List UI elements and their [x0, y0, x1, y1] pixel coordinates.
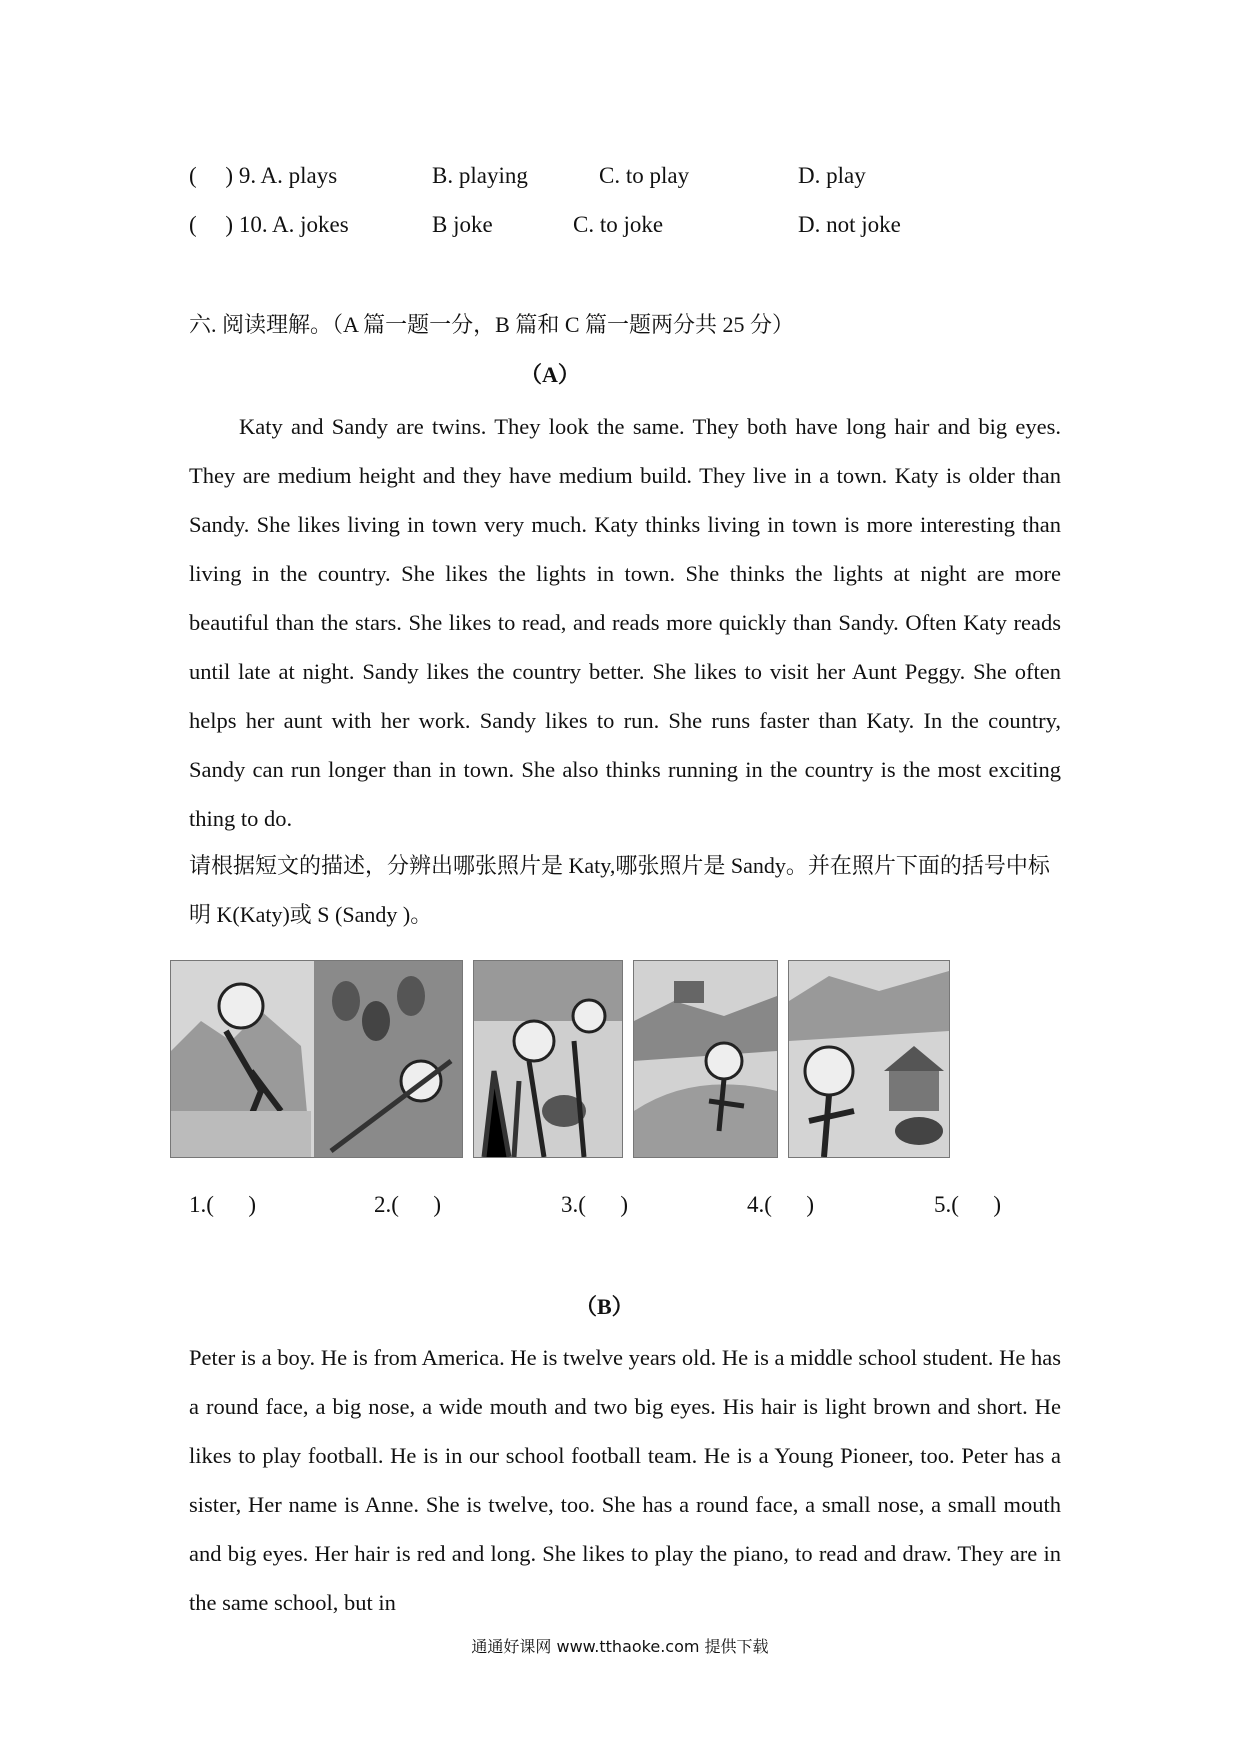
q10-option-c: C. to joke: [573, 212, 664, 237]
answer-blank-5[interactable]: 5.( ): [934, 1192, 1002, 1217]
q9-option-d: D. play: [798, 163, 866, 188]
passage-b-text: Peter is a boy. He is from America. He is twelve years old. He is a middle school student. He has a round face, a big nose, a wide mouth and two big eyes. His hair is light brown and short. He likes to play football. He is in our school football team. He is a Young Pioneer, too. Peter has a sister, Her name is Anne. She is twelve, too. She has a round face, a small nose, a small mouth and big eyes. Her hair is red and long. She likes to play the piano, to read and draw. They are in the same school, but in: [189, 1345, 1061, 1615]
part-a-label: （A）: [520, 362, 580, 387]
q10-option-d: D. not joke: [798, 212, 901, 237]
passage-b: [189, 1333, 1061, 1627]
q9-stem: ( ) 9. A. plays: [189, 163, 338, 188]
picture-1-2: [170, 960, 463, 1158]
passage-a: [189, 402, 1061, 843]
q9-option-b: B. playing: [432, 163, 528, 188]
part-b-label: （B）: [575, 1294, 634, 1319]
picture-country-path-icon: [634, 961, 777, 1157]
q10-option-b: B joke: [432, 212, 493, 237]
q9-option-c: C. to play: [599, 163, 690, 188]
picture-helping-aunt-icon: [474, 961, 622, 1157]
passage-a-text: Katy and Sandy are twins. They look the same. They both have long hair and big eyes. They are medium height and they have medium build. They live in a town. Katy is older than Sandy. She likes living in town very much. Katy thinks living in town is more interesting than living in the country. She likes the lights in town. She thinks the lights at night are more beautiful than the stars. She likes to read, and reads more quickly than Sandy. Often Katy reads until late at night. Sandy likes the country better. She likes to visit her Aunt Peggy. She often helps her aunt with her work. Sandy likes to run. She runs faster than Katy. In the country, Sandy can run longer than in town. She also thinks running in the country is the most exciting thing to do.: [189, 414, 1061, 831]
section-title: 六. 阅读理解。（A 篇一题一分，B 篇和 C 篇一题两分共 25 分）: [189, 312, 795, 337]
answer-blank-2[interactable]: 2.( ): [374, 1192, 442, 1217]
answer-blank-1[interactable]: 1.( ): [189, 1192, 257, 1217]
picture-3: [473, 960, 623, 1158]
answer-blank-3[interactable]: 3.( ): [561, 1192, 629, 1217]
picture-4: [633, 960, 778, 1158]
q10-stem: ( ) 10. A. jokes: [189, 212, 349, 237]
picture-5: [788, 960, 950, 1158]
picture-running-and-lanterns-icon: [171, 961, 462, 1157]
answer-blank-4[interactable]: 4.( ): [747, 1192, 815, 1217]
footer-watermark: 通通好课网 www.tthaoke.com 提供下载: [471, 1637, 769, 1656]
picture-farm-house-icon: [789, 961, 949, 1157]
instruction-text: 请根据短文的描述，分辨出哪张照片是 Katy,哪张照片是 Sandy。并在照片下面的括号中标明 K(Katy)或 S (Sandy )。: [189, 853, 1050, 927]
